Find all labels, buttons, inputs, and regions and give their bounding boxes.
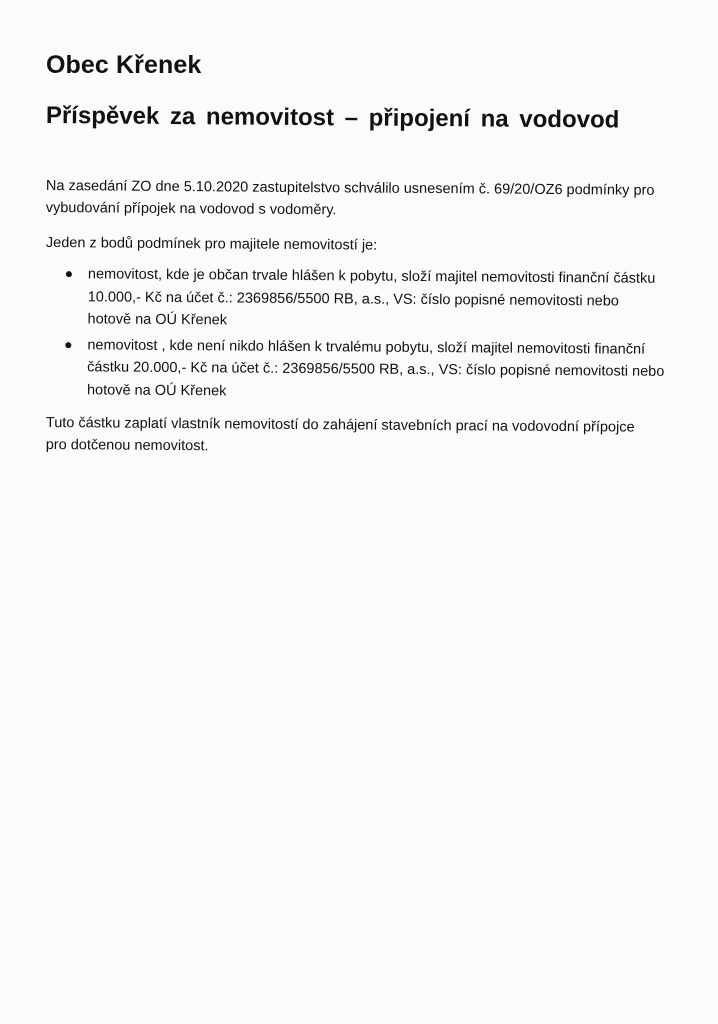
list-item-text: nemovitost, kde je občan trvale hlášen k pobytu, složí majitel nemovitosti finanční částku 10.000,- Kč na účet č.: 2369856/5500 RB, a.s., VS: číslo popisné nemovitosti nebo hotově na OÚ Křenek [87, 266, 656, 329]
closing-paragraph: Tuto částku zaplatí vlastník nemovitostí do zahájení stavebních prací na vodovodní přípojce pro dotčenou nemovitost. [45, 414, 635, 455]
resolution-paragraph: Na zasedání ZO dne 5.10.2020 zastupitelstvo schválilo usnesením č. 69/20/OZ6 podmínky pro vybudování přípojek na vodovod s vodoměry. [45, 177, 655, 219]
conditions-intro: Jeden z bodů podmínek pro majitele nemovitostí je: [45, 234, 378, 254]
conditions-list [45, 263, 666, 409]
bullet-icon [65, 342, 71, 348]
list-item [45, 263, 666, 335]
list-item [45, 333, 666, 405]
organization-title: Obec Křenek [46, 51, 202, 79]
list-item-text: nemovitost , kde není nikdo hlášen k trvalému pobytu, složí majitel nemovitosti finanční částku 20.000,- Kč na účet č.: 2369856/5500 RB, a.s., VS: číslo popisné nemovitosti nebo hotově na OÚ Křenek [86, 336, 665, 399]
bullet-icon [66, 271, 72, 277]
document-title: Příspěvek za nemovitost – připojení na vodovod [45, 102, 620, 134]
